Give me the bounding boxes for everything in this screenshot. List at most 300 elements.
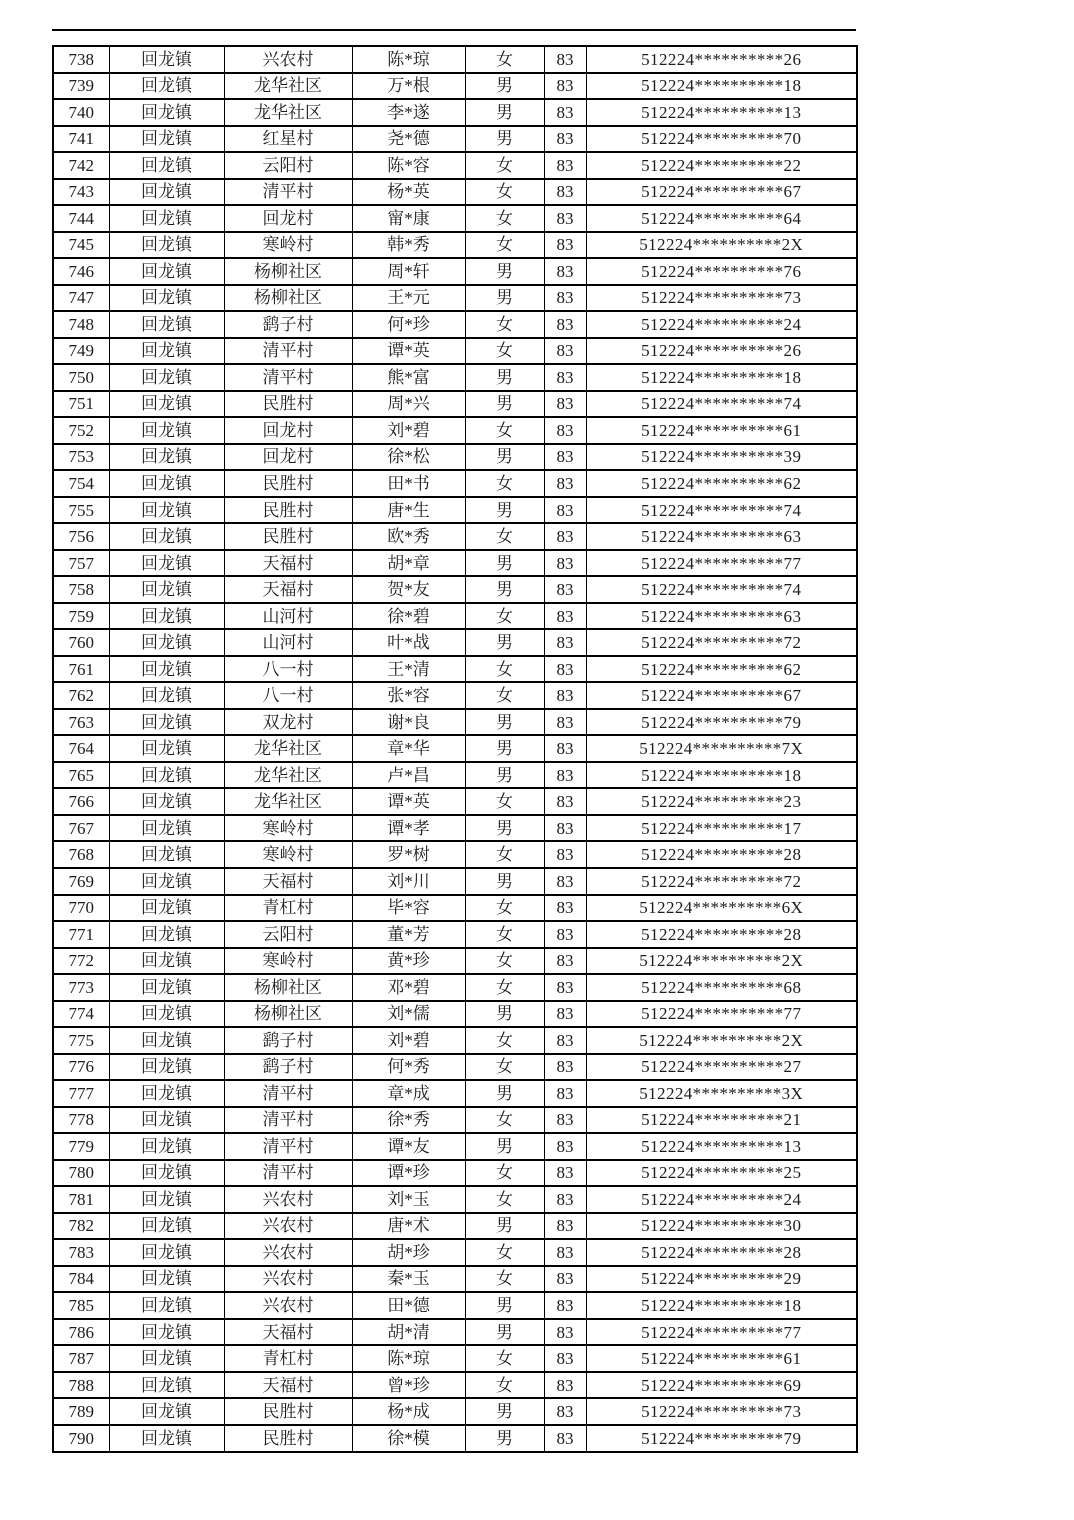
cell-village: 杨柳社区 xyxy=(224,1001,352,1028)
cell-town: 回龙镇 xyxy=(109,788,224,815)
table-row xyxy=(53,1186,857,1213)
cell-name: 谭*英 xyxy=(352,338,465,365)
cell-name: 徐*松 xyxy=(352,444,465,471)
cell-gender: 女 xyxy=(465,1186,544,1213)
table-row xyxy=(53,603,857,630)
cell-age: 83 xyxy=(544,656,586,683)
cell-name: 田*书 xyxy=(352,470,465,497)
cell-town: 回龙镇 xyxy=(109,815,224,842)
table-row xyxy=(53,815,857,842)
cell-serial: 783 xyxy=(53,1239,109,1266)
cell-village: 回龙村 xyxy=(224,417,352,444)
cell-age: 83 xyxy=(544,152,586,179)
cell-town: 回龙镇 xyxy=(109,99,224,126)
cell-id_masked: 512224**********6X xyxy=(586,895,857,922)
cell-town: 回龙镇 xyxy=(109,921,224,948)
cell-village: 青杠村 xyxy=(224,895,352,922)
cell-age: 83 xyxy=(544,1107,586,1134)
table-row xyxy=(53,46,857,73)
cell-village: 兴农村 xyxy=(224,46,352,73)
table-row xyxy=(53,841,857,868)
cell-serial: 769 xyxy=(53,868,109,895)
cell-age: 83 xyxy=(544,338,586,365)
cell-village: 民胜村 xyxy=(224,1425,352,1452)
cell-name: 熊*富 xyxy=(352,364,465,391)
cell-id_masked: 512224**********7X xyxy=(586,735,857,762)
cell-village: 兴农村 xyxy=(224,1239,352,1266)
cell-serial: 740 xyxy=(53,99,109,126)
cell-age: 83 xyxy=(544,46,586,73)
cell-id_masked: 512224**********62 xyxy=(586,470,857,497)
cell-serial: 738 xyxy=(53,46,109,73)
cell-name: 王*元 xyxy=(352,285,465,312)
cell-id_masked: 512224**********72 xyxy=(586,868,857,895)
cell-id_masked: 512224**********13 xyxy=(586,1133,857,1160)
cell-gender: 女 xyxy=(465,1160,544,1187)
cell-id_masked: 512224**********24 xyxy=(586,1186,857,1213)
cell-age: 83 xyxy=(544,364,586,391)
cell-town: 回龙镇 xyxy=(109,868,224,895)
cell-name: 陈*琼 xyxy=(352,1345,465,1372)
cell-age: 83 xyxy=(544,895,586,922)
table-row xyxy=(53,1107,857,1134)
table-row xyxy=(53,629,857,656)
cell-serial: 754 xyxy=(53,470,109,497)
cell-age: 83 xyxy=(544,497,586,524)
cell-serial: 766 xyxy=(53,788,109,815)
cell-serial: 765 xyxy=(53,762,109,789)
cell-id_masked: 512224**********62 xyxy=(586,656,857,683)
cell-serial: 778 xyxy=(53,1107,109,1134)
cell-town: 回龙镇 xyxy=(109,391,224,418)
cell-id_masked: 512224**********74 xyxy=(586,497,857,524)
cell-town: 回龙镇 xyxy=(109,841,224,868)
cell-serial: 790 xyxy=(53,1425,109,1452)
cell-serial: 739 xyxy=(53,73,109,100)
cell-serial: 787 xyxy=(53,1345,109,1372)
cell-name: 徐*模 xyxy=(352,1425,465,1452)
cell-id_masked: 512224**********29 xyxy=(586,1266,857,1293)
cell-serial: 784 xyxy=(53,1266,109,1293)
cell-name: 徐*碧 xyxy=(352,603,465,630)
cell-name: 章*成 xyxy=(352,1080,465,1107)
table-row xyxy=(53,1160,857,1187)
cell-gender: 男 xyxy=(465,1425,544,1452)
cell-town: 回龙镇 xyxy=(109,1425,224,1452)
cell-town: 回龙镇 xyxy=(109,126,224,153)
table-row xyxy=(53,868,857,895)
cell-serial: 749 xyxy=(53,338,109,365)
cell-serial: 789 xyxy=(53,1398,109,1425)
table-row xyxy=(53,391,857,418)
cell-id_masked: 512224**********26 xyxy=(586,338,857,365)
cell-id_masked: 512224**********28 xyxy=(586,1239,857,1266)
table-row xyxy=(53,1345,857,1372)
cell-town: 回龙镇 xyxy=(109,338,224,365)
cell-id_masked: 512224**********64 xyxy=(586,205,857,232)
table-row xyxy=(53,1027,857,1054)
cell-name: 杨*成 xyxy=(352,1398,465,1425)
cell-village: 民胜村 xyxy=(224,391,352,418)
cell-village: 天福村 xyxy=(224,868,352,895)
cell-id_masked: 512224**********39 xyxy=(586,444,857,471)
cell-village: 山河村 xyxy=(224,603,352,630)
cell-age: 83 xyxy=(544,232,586,259)
cell-village: 民胜村 xyxy=(224,1398,352,1425)
cell-serial: 762 xyxy=(53,682,109,709)
cell-name: 刘*碧 xyxy=(352,417,465,444)
table-row xyxy=(53,656,857,683)
cell-town: 回龙镇 xyxy=(109,576,224,603)
cell-gender: 男 xyxy=(465,576,544,603)
table-row xyxy=(53,735,857,762)
cell-village: 清平村 xyxy=(224,1080,352,1107)
cell-name: 叶*战 xyxy=(352,629,465,656)
cell-serial: 771 xyxy=(53,921,109,948)
cell-gender: 女 xyxy=(465,656,544,683)
cell-serial: 776 xyxy=(53,1054,109,1081)
cell-gender: 女 xyxy=(465,1107,544,1134)
cell-age: 83 xyxy=(544,1186,586,1213)
cell-age: 83 xyxy=(544,1054,586,1081)
cell-id_masked: 512224**********70 xyxy=(586,126,857,153)
cell-town: 回龙镇 xyxy=(109,629,224,656)
table-row xyxy=(53,311,857,338)
cell-village: 鹞子村 xyxy=(224,311,352,338)
cell-gender: 男 xyxy=(465,762,544,789)
table-row xyxy=(53,1213,857,1240)
cell-serial: 757 xyxy=(53,550,109,577)
cell-age: 83 xyxy=(544,205,586,232)
cell-gender: 女 xyxy=(465,338,544,365)
cell-gender: 男 xyxy=(465,629,544,656)
cell-id_masked: 512224**********76 xyxy=(586,258,857,285)
cell-id_masked: 512224**********74 xyxy=(586,391,857,418)
cell-age: 83 xyxy=(544,1133,586,1160)
cell-serial: 773 xyxy=(53,974,109,1001)
previous-row-partial-border xyxy=(52,29,856,31)
cell-age: 83 xyxy=(544,1080,586,1107)
cell-gender: 女 xyxy=(465,1372,544,1399)
cell-age: 83 xyxy=(544,126,586,153)
cell-age: 83 xyxy=(544,841,586,868)
cell-id_masked: 512224**********2X xyxy=(586,948,857,975)
cell-age: 83 xyxy=(544,974,586,1001)
cell-town: 回龙镇 xyxy=(109,1080,224,1107)
cell-serial: 756 xyxy=(53,523,109,550)
cell-name: 刘*碧 xyxy=(352,1027,465,1054)
cell-town: 回龙镇 xyxy=(109,1054,224,1081)
cell-village: 红星村 xyxy=(224,126,352,153)
cell-id_masked: 512224**********2X xyxy=(586,232,857,259)
cell-name: 欧*秀 xyxy=(352,523,465,550)
cell-id_masked: 512224**********77 xyxy=(586,550,857,577)
cell-serial: 752 xyxy=(53,417,109,444)
table-row xyxy=(53,682,857,709)
cell-gender: 女 xyxy=(465,895,544,922)
cell-serial: 785 xyxy=(53,1292,109,1319)
table-row xyxy=(53,338,857,365)
table-row xyxy=(53,1425,857,1452)
cell-gender: 女 xyxy=(465,1266,544,1293)
cell-age: 83 xyxy=(544,417,586,444)
cell-village: 鹞子村 xyxy=(224,1027,352,1054)
table-row xyxy=(53,921,857,948)
cell-id_masked: 512224**********79 xyxy=(586,1425,857,1452)
table-row xyxy=(53,1266,857,1293)
cell-town: 回龙镇 xyxy=(109,497,224,524)
cell-town: 回龙镇 xyxy=(109,470,224,497)
cell-serial: 742 xyxy=(53,152,109,179)
cell-age: 83 xyxy=(544,1292,586,1319)
cell-gender: 男 xyxy=(465,1001,544,1028)
cell-name: 甯*康 xyxy=(352,205,465,232)
cell-name: 李*遂 xyxy=(352,99,465,126)
cell-serial: 772 xyxy=(53,948,109,975)
cell-id_masked: 512224**********74 xyxy=(586,576,857,603)
cell-serial: 751 xyxy=(53,391,109,418)
cell-gender: 男 xyxy=(465,126,544,153)
cell-serial: 747 xyxy=(53,285,109,312)
cell-town: 回龙镇 xyxy=(109,152,224,179)
cell-gender: 女 xyxy=(465,470,544,497)
cell-gender: 女 xyxy=(465,232,544,259)
cell-id_masked: 512224**********67 xyxy=(586,179,857,206)
cell-id_masked: 512224**********73 xyxy=(586,285,857,312)
cell-serial: 763 xyxy=(53,709,109,736)
table-row xyxy=(53,444,857,471)
cell-name: 曾*珍 xyxy=(352,1372,465,1399)
cell-gender: 男 xyxy=(465,1080,544,1107)
cell-gender: 男 xyxy=(465,258,544,285)
cell-id_masked: 512224**********22 xyxy=(586,152,857,179)
cell-village: 云阳村 xyxy=(224,152,352,179)
cell-village: 清平村 xyxy=(224,364,352,391)
table-row xyxy=(53,417,857,444)
cell-gender: 男 xyxy=(465,444,544,471)
cell-village: 兴农村 xyxy=(224,1292,352,1319)
cell-name: 谭*珍 xyxy=(352,1160,465,1187)
cell-id_masked: 512224**********28 xyxy=(586,841,857,868)
table-row xyxy=(53,1239,857,1266)
cell-name: 张*容 xyxy=(352,682,465,709)
cell-serial: 745 xyxy=(53,232,109,259)
table-row xyxy=(53,788,857,815)
cell-name: 贺*友 xyxy=(352,576,465,603)
cell-village: 山河村 xyxy=(224,629,352,656)
cell-village: 杨柳社区 xyxy=(224,258,352,285)
cell-id_masked: 512224**********67 xyxy=(586,682,857,709)
cell-name: 刘*川 xyxy=(352,868,465,895)
cell-age: 83 xyxy=(544,311,586,338)
cell-town: 回龙镇 xyxy=(109,682,224,709)
cell-name: 毕*容 xyxy=(352,895,465,922)
cell-gender: 男 xyxy=(465,1319,544,1346)
table-row xyxy=(53,232,857,259)
cell-town: 回龙镇 xyxy=(109,1133,224,1160)
cell-serial: 746 xyxy=(53,258,109,285)
cell-gender: 男 xyxy=(465,1292,544,1319)
cell-town: 回龙镇 xyxy=(109,1001,224,1028)
cell-id_masked: 512224**********73 xyxy=(586,1398,857,1425)
table-row xyxy=(53,1319,857,1346)
cell-town: 回龙镇 xyxy=(109,1107,224,1134)
cell-town: 回龙镇 xyxy=(109,603,224,630)
cell-age: 83 xyxy=(544,1266,586,1293)
cell-age: 83 xyxy=(544,868,586,895)
table-row xyxy=(53,285,857,312)
cell-village: 寒岭村 xyxy=(224,232,352,259)
cell-gender: 男 xyxy=(465,550,544,577)
cell-gender: 男 xyxy=(465,1398,544,1425)
cell-name: 谢*良 xyxy=(352,709,465,736)
table-row xyxy=(53,762,857,789)
cell-village: 龙华社区 xyxy=(224,99,352,126)
cell-town: 回龙镇 xyxy=(109,205,224,232)
cell-name: 胡*章 xyxy=(352,550,465,577)
cell-town: 回龙镇 xyxy=(109,417,224,444)
cell-gender: 男 xyxy=(465,815,544,842)
cell-name: 周*兴 xyxy=(352,391,465,418)
cell-town: 回龙镇 xyxy=(109,523,224,550)
cell-name: 谭*孝 xyxy=(352,815,465,842)
cell-age: 83 xyxy=(544,682,586,709)
cell-name: 唐*生 xyxy=(352,497,465,524)
cell-village: 天福村 xyxy=(224,550,352,577)
cell-id_masked: 512224**********72 xyxy=(586,629,857,656)
cell-village: 云阳村 xyxy=(224,921,352,948)
table-row xyxy=(53,364,857,391)
cell-village: 清平村 xyxy=(224,1160,352,1187)
cell-village: 青杠村 xyxy=(224,1345,352,1372)
cell-gender: 女 xyxy=(465,1027,544,1054)
cell-name: 胡*珍 xyxy=(352,1239,465,1266)
cell-village: 鹞子村 xyxy=(224,1054,352,1081)
table-row xyxy=(53,1054,857,1081)
cell-town: 回龙镇 xyxy=(109,1027,224,1054)
cell-town: 回龙镇 xyxy=(109,1239,224,1266)
cell-serial: 743 xyxy=(53,179,109,206)
cell-village: 回龙村 xyxy=(224,444,352,471)
cell-age: 83 xyxy=(544,762,586,789)
cell-id_masked: 512224**********25 xyxy=(586,1160,857,1187)
cell-town: 回龙镇 xyxy=(109,1345,224,1372)
cell-name: 董*芳 xyxy=(352,921,465,948)
cell-town: 回龙镇 xyxy=(109,73,224,100)
cell-town: 回龙镇 xyxy=(109,1266,224,1293)
cell-id_masked: 512224**********2X xyxy=(586,1027,857,1054)
cell-gender: 男 xyxy=(465,868,544,895)
cell-village: 回龙村 xyxy=(224,205,352,232)
cell-gender: 女 xyxy=(465,523,544,550)
table-row xyxy=(53,1001,857,1028)
cell-serial: 775 xyxy=(53,1027,109,1054)
cell-serial: 786 xyxy=(53,1319,109,1346)
cell-gender: 女 xyxy=(465,46,544,73)
cell-serial: 774 xyxy=(53,1001,109,1028)
cell-age: 83 xyxy=(544,576,586,603)
cell-name: 刘*玉 xyxy=(352,1186,465,1213)
cell-gender: 女 xyxy=(465,682,544,709)
cell-serial: 764 xyxy=(53,735,109,762)
table-row xyxy=(53,73,857,100)
cell-gender: 男 xyxy=(465,709,544,736)
cell-name: 罗*树 xyxy=(352,841,465,868)
cell-name: 胡*清 xyxy=(352,1319,465,1346)
cell-name: 刘*儒 xyxy=(352,1001,465,1028)
cell-name: 黄*珍 xyxy=(352,948,465,975)
cell-id_masked: 512224**********68 xyxy=(586,974,857,1001)
cell-town: 回龙镇 xyxy=(109,1292,224,1319)
cell-serial: 781 xyxy=(53,1186,109,1213)
cell-gender: 女 xyxy=(465,152,544,179)
cell-village: 寒岭村 xyxy=(224,948,352,975)
cell-village: 清平村 xyxy=(224,1133,352,1160)
cell-age: 83 xyxy=(544,921,586,948)
table-row xyxy=(53,1292,857,1319)
cell-name: 田*德 xyxy=(352,1292,465,1319)
cell-village: 龙华社区 xyxy=(224,762,352,789)
cell-town: 回龙镇 xyxy=(109,895,224,922)
cell-gender: 男 xyxy=(465,1133,544,1160)
cell-id_masked: 512224**********18 xyxy=(586,762,857,789)
cell-gender: 男 xyxy=(465,497,544,524)
cell-id_masked: 512224**********61 xyxy=(586,1345,857,1372)
table-row xyxy=(53,1133,857,1160)
cell-gender: 女 xyxy=(465,948,544,975)
cell-village: 龙华社区 xyxy=(224,73,352,100)
cell-name: 章*华 xyxy=(352,735,465,762)
table-row xyxy=(53,1080,857,1107)
table-row xyxy=(53,1398,857,1425)
table-row xyxy=(53,895,857,922)
cell-town: 回龙镇 xyxy=(109,735,224,762)
cell-name: 邓*碧 xyxy=(352,974,465,1001)
cell-village: 寒岭村 xyxy=(224,841,352,868)
cell-village: 八一村 xyxy=(224,682,352,709)
cell-serial: 759 xyxy=(53,603,109,630)
cell-id_masked: 512224**********3X xyxy=(586,1080,857,1107)
resident-roster-table xyxy=(52,45,858,1453)
cell-gender: 男 xyxy=(465,285,544,312)
cell-name: 杨*英 xyxy=(352,179,465,206)
cell-gender: 女 xyxy=(465,1345,544,1372)
cell-gender: 女 xyxy=(465,788,544,815)
cell-village: 杨柳社区 xyxy=(224,285,352,312)
table-row xyxy=(53,523,857,550)
cell-age: 83 xyxy=(544,709,586,736)
cell-age: 83 xyxy=(544,1345,586,1372)
cell-town: 回龙镇 xyxy=(109,974,224,1001)
cell-age: 83 xyxy=(544,1213,586,1240)
cell-age: 83 xyxy=(544,1239,586,1266)
cell-serial: 788 xyxy=(53,1372,109,1399)
cell-name: 尧*德 xyxy=(352,126,465,153)
cell-age: 83 xyxy=(544,603,586,630)
cell-gender: 男 xyxy=(465,391,544,418)
table-row xyxy=(53,126,857,153)
cell-id_masked: 512224**********63 xyxy=(586,603,857,630)
cell-name: 陈*容 xyxy=(352,152,465,179)
cell-id_masked: 512224**********24 xyxy=(586,311,857,338)
cell-id_masked: 512224**********69 xyxy=(586,1372,857,1399)
cell-gender: 女 xyxy=(465,417,544,444)
cell-age: 83 xyxy=(544,948,586,975)
cell-gender: 女 xyxy=(465,1054,544,1081)
cell-name: 秦*玉 xyxy=(352,1266,465,1293)
table-row xyxy=(53,205,857,232)
cell-name: 卢*昌 xyxy=(352,762,465,789)
